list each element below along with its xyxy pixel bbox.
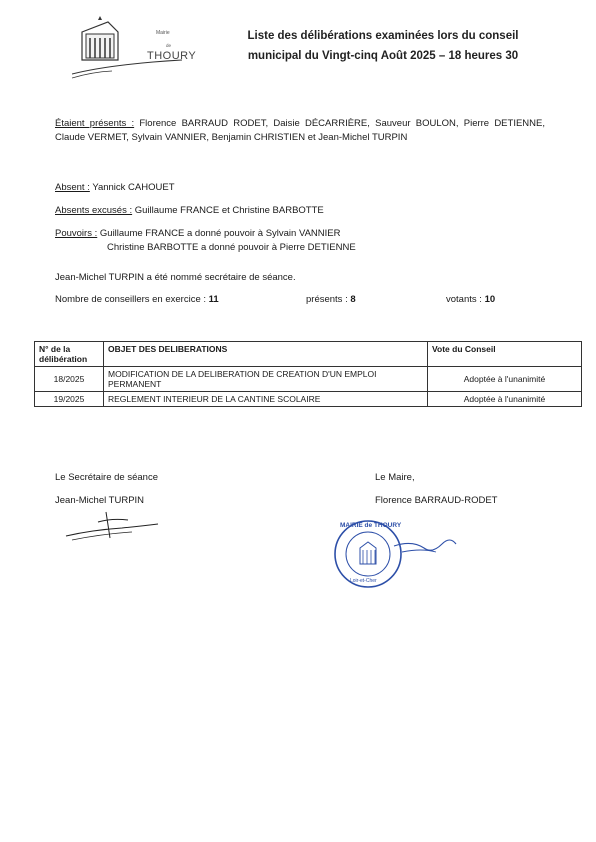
- title-line-2: municipal du Vingt-cinq Août 2025 – 18 heures 30: [247, 50, 519, 62]
- logo-mairie-text: Mairie: [156, 30, 170, 36]
- header-objet: OBJET DES DELIBERATIONS: [104, 342, 428, 367]
- maire-title: Le Maire,: [375, 472, 415, 483]
- pouvoir-line-1: Guillaume FRANCE a donné pouvoir à Sylvain VANNIER: [99, 228, 341, 239]
- town-logo: [72, 16, 184, 80]
- count-presents-value: 8: [350, 294, 356, 305]
- presents-label: Étaient présents :: [55, 118, 135, 129]
- header-numero: N° de la délibération: [35, 342, 104, 367]
- row-objet: MODIFICATION DE LA DELIBERATION DE CREATION D'UN EMPLOI PERMANENT: [104, 367, 428, 392]
- excuses-label: Absents excusés :: [55, 205, 133, 216]
- absent-line: [55, 181, 545, 195]
- count-votants: [446, 294, 495, 305]
- title-line-1: Liste des délibérations examinées lors du conseil: [247, 30, 519, 42]
- document-title: [218, 26, 548, 66]
- count-exercice: [55, 294, 219, 305]
- presents-paragraph: [55, 117, 545, 145]
- table-row: [35, 392, 582, 407]
- absent-label: Absent :: [55, 182, 90, 193]
- row-vote: Adoptée à l'unanimité: [428, 367, 582, 392]
- pouvoirs-label: Pouvoirs :: [55, 228, 98, 239]
- table-header-row: [35, 342, 582, 367]
- header-vote: Vote du Conseil: [428, 342, 582, 367]
- absent-text: Yannick CAHOUET: [92, 182, 175, 193]
- row-numero: 18/2025: [35, 367, 104, 392]
- stamp-text: MAIRIE de THOURY: [340, 522, 402, 529]
- secretaire-name: Jean-Michel TURPIN: [55, 495, 145, 506]
- count-votants-value: 10: [484, 294, 496, 305]
- pouvoirs-block: [55, 227, 545, 241]
- secretaire-signature: [62, 508, 162, 544]
- row-numero: 19/2025: [35, 392, 104, 407]
- deliberations-table: [34, 341, 582, 407]
- pouvoir-line-2: Christine BARBOTTE a donné pouvoir à Pierre DETIENNE: [107, 242, 356, 253]
- count-exercice-label: Nombre de conseillers en exercice :: [55, 294, 207, 305]
- presents-text: Florence BARRAUD RODET, Daisie DÉCARRIÈRE, Sauveur BOULON, Pierre DETIENNE, Claude VERMET, Sylvain VANNIER, Benjamin CHRISTIEN et Jean-Michel TURPIN: [55, 118, 545, 143]
- count-presents: [306, 294, 356, 305]
- count-votants-label: votants :: [446, 294, 482, 305]
- row-vote: Adoptée à l'unanimité: [428, 392, 582, 407]
- secretaire-title: Le Secrétaire de séance: [55, 472, 158, 483]
- logo-town-name: THOURY: [147, 50, 197, 62]
- excuses-text: Guillaume FRANCE et Christine BARBOTTE: [134, 205, 324, 216]
- maire-name: Florence BARRAUD-RODET: [375, 495, 498, 506]
- row-objet: REGLEMENT INTERIEUR DE LA CANTINE SCOLAIRE: [104, 392, 428, 407]
- stamp-bottom-text: Loir-et-Cher: [350, 578, 377, 584]
- logo-de-text: de: [166, 43, 172, 48]
- excuses-line: [55, 204, 545, 218]
- count-presents-label: présents :: [306, 294, 348, 305]
- secretaire-line: Jean-Michel TURPIN a été nommé secrétaire de séance.: [55, 272, 296, 283]
- count-exercice-value: 11: [208, 294, 219, 305]
- table-row: [35, 367, 582, 392]
